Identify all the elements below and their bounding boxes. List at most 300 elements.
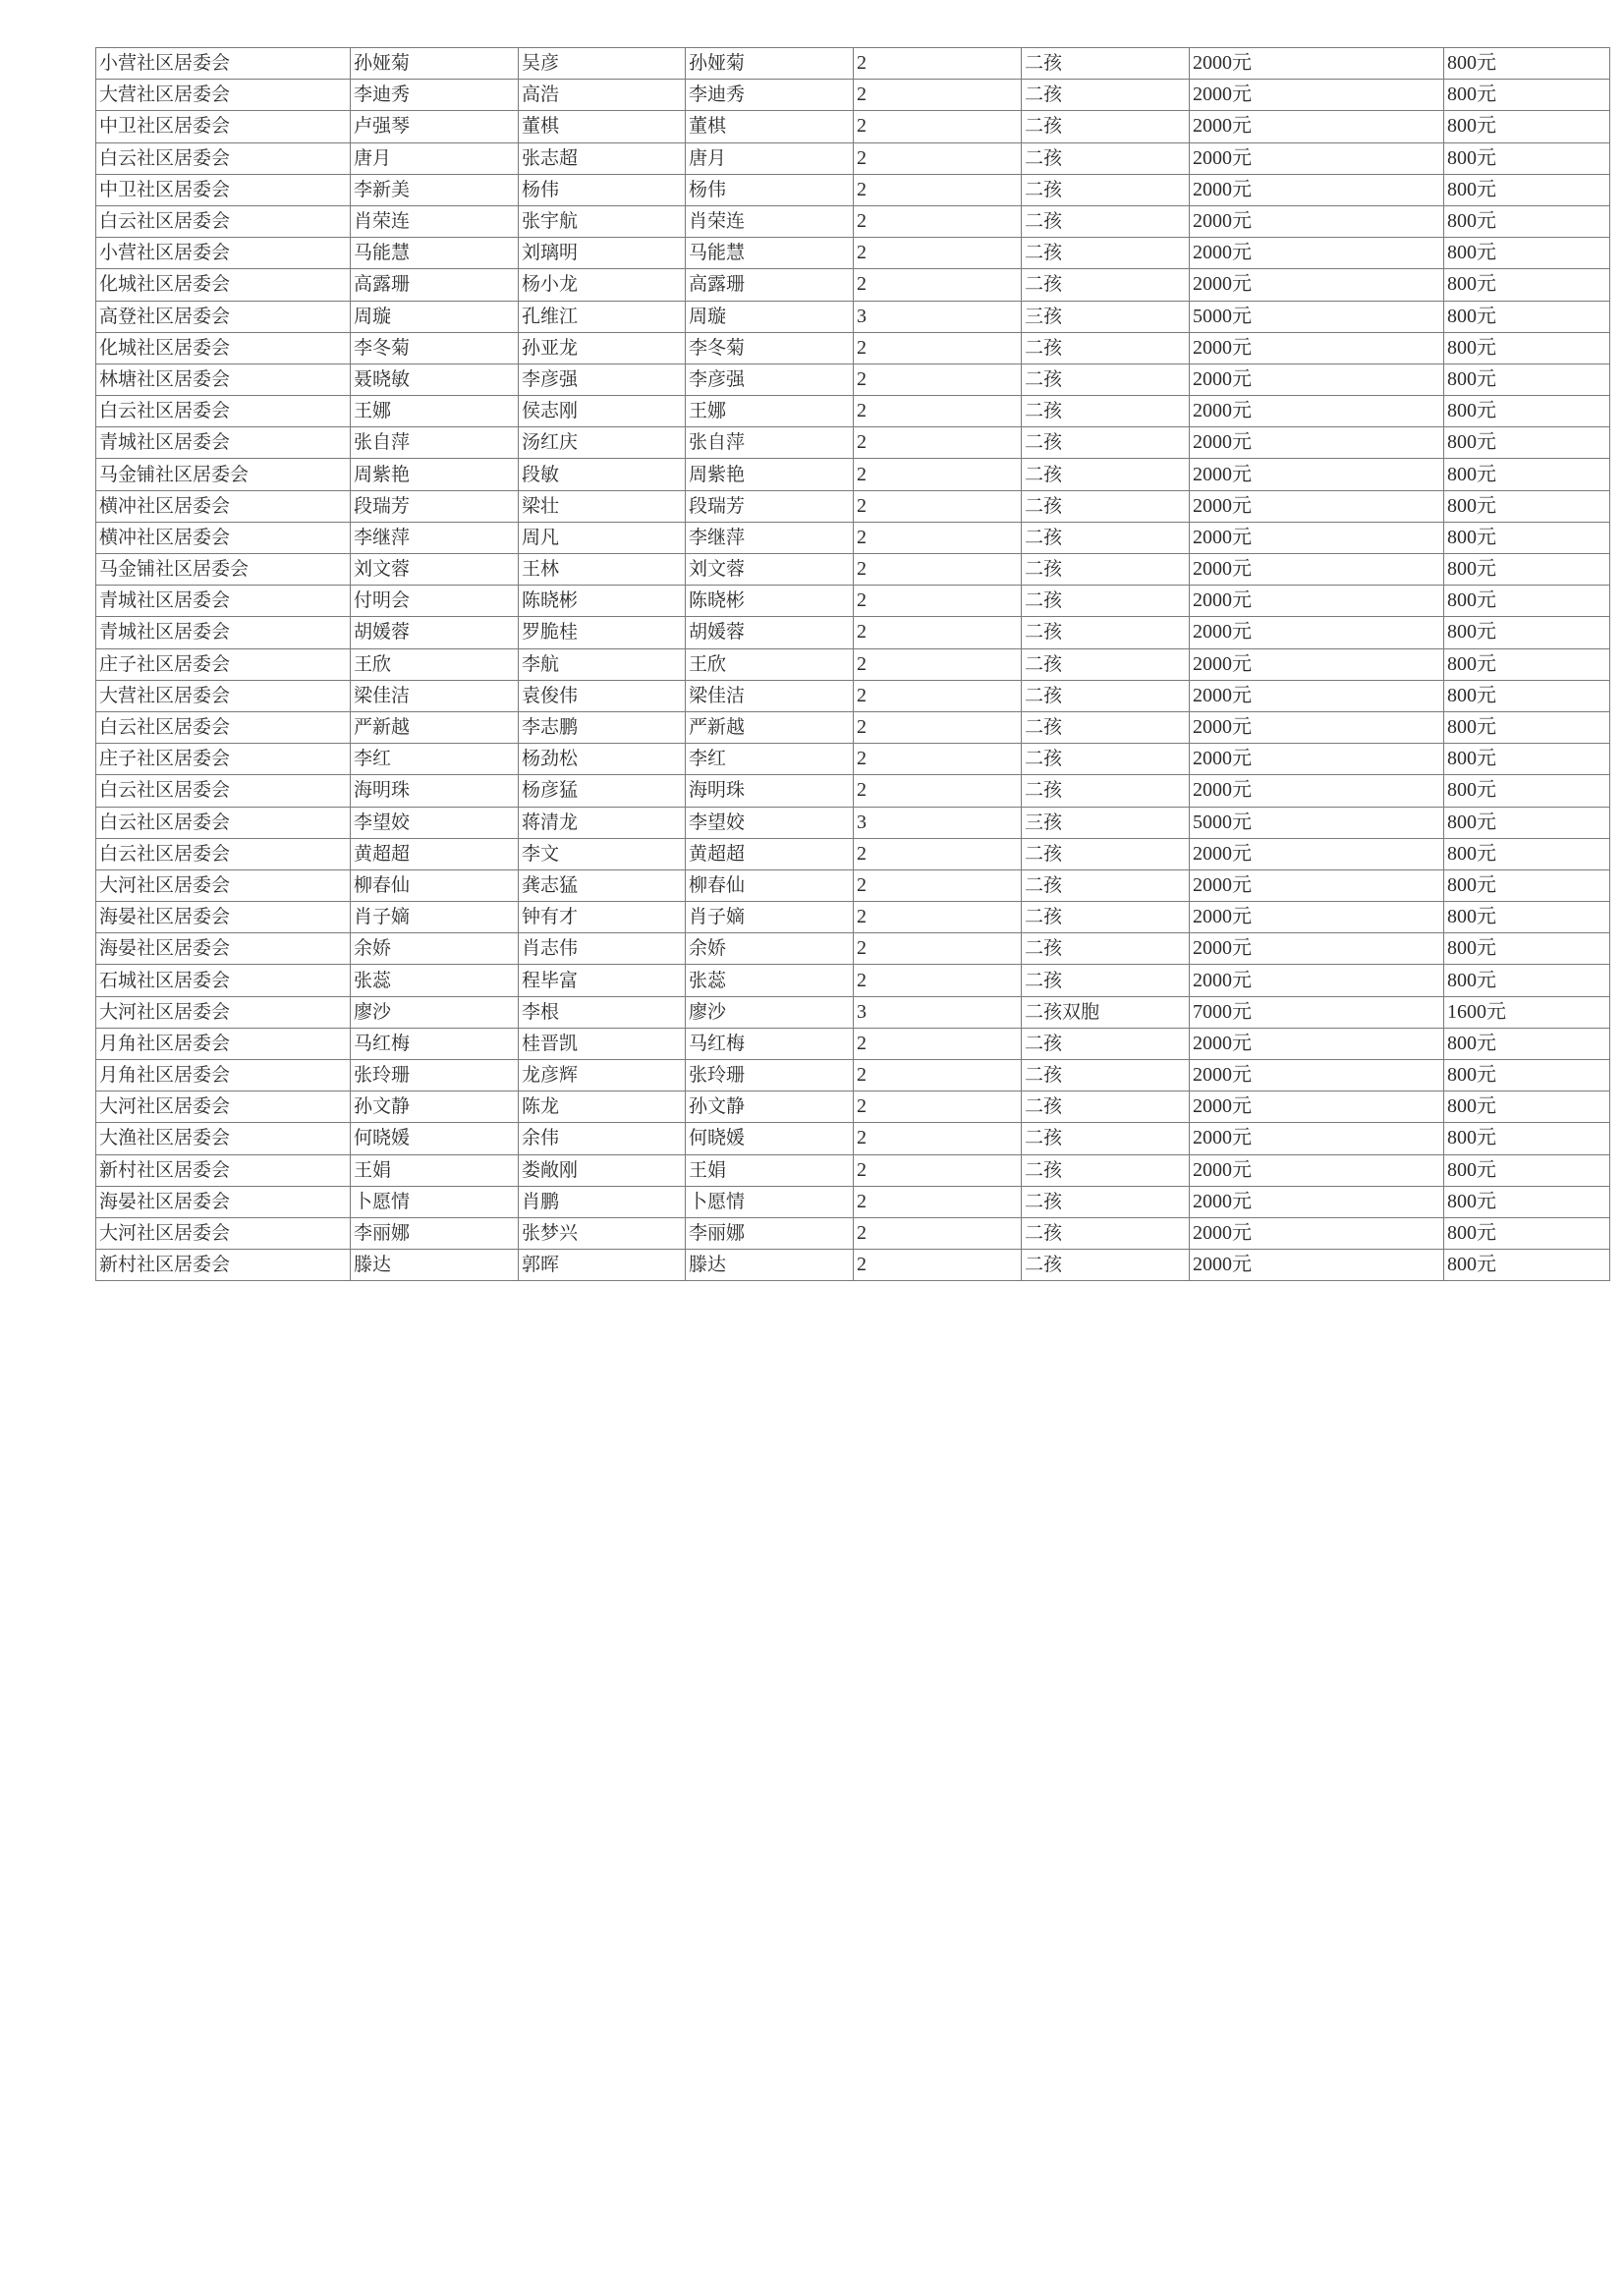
applicant-cell: 段瑞芳 [351, 490, 519, 522]
birth-order-cell: 二孩 [1022, 869, 1190, 901]
holder-cell: 廖沙 [686, 996, 854, 1028]
reward-cell: 2000元 [1190, 1186, 1444, 1217]
table-row [96, 238, 1610, 269]
table-row [96, 174, 1610, 205]
subsidy-cell: 800元 [1444, 902, 1610, 933]
spouse-cell: 李志鹏 [519, 711, 686, 743]
child-count-cell: 2 [854, 648, 1022, 680]
committee-cell: 化城社区居委会 [96, 269, 351, 301]
reward-cell: 2000元 [1190, 1154, 1444, 1186]
reward-cell: 2000元 [1190, 965, 1444, 996]
birth-order-cell: 二孩 [1022, 1186, 1190, 1217]
reward-cell: 2000元 [1190, 490, 1444, 522]
birth-order-cell: 二孩 [1022, 1092, 1190, 1123]
birth-order-cell: 二孩 [1022, 269, 1190, 301]
table-row [96, 142, 1610, 174]
child-count-cell: 2 [854, 490, 1022, 522]
birth-order-cell: 二孩 [1022, 490, 1190, 522]
committee-cell: 大渔社区居委会 [96, 1123, 351, 1154]
child-count-cell: 2 [854, 364, 1022, 395]
applicant-cell: 周紫艳 [351, 459, 519, 490]
child-count-cell: 3 [854, 301, 1022, 332]
subsidy-cell: 800元 [1444, 1250, 1610, 1281]
holder-cell: 李丽娜 [686, 1217, 854, 1249]
applicant-cell: 李继萍 [351, 522, 519, 553]
committee-cell: 月角社区居委会 [96, 1028, 351, 1059]
table-row [96, 996, 1610, 1028]
reward-cell: 2000元 [1190, 1060, 1444, 1092]
table-row [96, 269, 1610, 301]
applicant-cell: 李丽娜 [351, 1217, 519, 1249]
spouse-cell: 杨劲松 [519, 744, 686, 775]
child-count-cell: 2 [854, 48, 1022, 80]
reward-cell: 2000元 [1190, 427, 1444, 459]
committee-cell: 小营社区居委会 [96, 48, 351, 80]
birth-order-cell: 二孩 [1022, 1250, 1190, 1281]
reward-cell: 2000元 [1190, 80, 1444, 111]
table-row [96, 869, 1610, 901]
table-row [96, 744, 1610, 775]
table-row [96, 1028, 1610, 1059]
table-row [96, 1217, 1610, 1249]
subsidy-cell: 800元 [1444, 490, 1610, 522]
reward-cell: 2000元 [1190, 269, 1444, 301]
subsidy-cell: 800元 [1444, 648, 1610, 680]
holder-cell: 王娜 [686, 396, 854, 427]
holder-cell: 段瑞芳 [686, 490, 854, 522]
spouse-cell: 袁俊伟 [519, 680, 686, 711]
spouse-cell: 高浩 [519, 80, 686, 111]
birth-order-cell: 二孩 [1022, 48, 1190, 80]
applicant-cell: 廖沙 [351, 996, 519, 1028]
table-row [96, 48, 1610, 80]
spouse-cell: 肖志伟 [519, 933, 686, 965]
child-count-cell: 2 [854, 80, 1022, 111]
holder-cell: 陈晓彬 [686, 586, 854, 617]
applicant-cell: 张蕊 [351, 965, 519, 996]
committee-cell: 青城社区居委会 [96, 617, 351, 648]
child-count-cell: 2 [854, 744, 1022, 775]
reward-cell: 2000元 [1190, 1217, 1444, 1249]
committee-cell: 青城社区居委会 [96, 586, 351, 617]
holder-cell: 马能慧 [686, 238, 854, 269]
child-count-cell: 2 [854, 1060, 1022, 1092]
holder-cell: 孙文静 [686, 1092, 854, 1123]
spouse-cell: 刘璃明 [519, 238, 686, 269]
reward-cell: 2000元 [1190, 586, 1444, 617]
spouse-cell: 王林 [519, 554, 686, 586]
child-count-cell: 2 [854, 269, 1022, 301]
subsidy-cell: 800元 [1444, 111, 1610, 142]
applicant-cell: 付明会 [351, 586, 519, 617]
birth-order-cell: 二孩 [1022, 965, 1190, 996]
subsidy-cell: 800元 [1444, 269, 1610, 301]
table-row [96, 680, 1610, 711]
spouse-cell: 董棋 [519, 111, 686, 142]
committee-cell: 横冲社区居委会 [96, 522, 351, 553]
holder-cell: 张蕊 [686, 965, 854, 996]
birth-order-cell: 二孩 [1022, 238, 1190, 269]
spouse-cell: 段敏 [519, 459, 686, 490]
holder-cell: 高露珊 [686, 269, 854, 301]
committee-cell: 大河社区居委会 [96, 996, 351, 1028]
holder-cell: 李望姣 [686, 807, 854, 838]
birth-order-cell: 二孩 [1022, 1154, 1190, 1186]
applicant-cell: 梁佳洁 [351, 680, 519, 711]
committee-cell: 白云社区居委会 [96, 711, 351, 743]
table-row [96, 933, 1610, 965]
reward-cell: 2000元 [1190, 396, 1444, 427]
table-row [96, 522, 1610, 553]
table-row [96, 1060, 1610, 1092]
holder-cell: 李彦强 [686, 364, 854, 395]
committee-cell: 石城社区居委会 [96, 965, 351, 996]
reward-cell: 2000元 [1190, 459, 1444, 490]
reward-cell: 2000元 [1190, 332, 1444, 364]
subsidy-cell: 800元 [1444, 301, 1610, 332]
table-row [96, 902, 1610, 933]
child-count-cell: 2 [854, 838, 1022, 869]
birth-order-cell: 二孩 [1022, 1217, 1190, 1249]
spouse-cell: 孔维江 [519, 301, 686, 332]
table-row [96, 617, 1610, 648]
holder-cell: 孙娅菊 [686, 48, 854, 80]
reward-cell: 5000元 [1190, 301, 1444, 332]
subsidy-cell: 800元 [1444, 1028, 1610, 1059]
spouse-cell: 李彦强 [519, 364, 686, 395]
child-count-cell: 2 [854, 174, 1022, 205]
holder-cell: 严新越 [686, 711, 854, 743]
child-count-cell: 3 [854, 996, 1022, 1028]
subsidy-cell: 800元 [1444, 238, 1610, 269]
reward-cell: 2000元 [1190, 142, 1444, 174]
birth-order-cell: 二孩双胞 [1022, 996, 1190, 1028]
reward-cell: 2000元 [1190, 617, 1444, 648]
table-row [96, 490, 1610, 522]
committee-cell: 新村社区居委会 [96, 1154, 351, 1186]
committee-cell: 化城社区居委会 [96, 332, 351, 364]
committee-cell: 白云社区居委会 [96, 807, 351, 838]
subsidy-cell: 800元 [1444, 869, 1610, 901]
reward-cell: 5000元 [1190, 807, 1444, 838]
reward-cell: 2000元 [1190, 174, 1444, 205]
table-row [96, 838, 1610, 869]
child-count-cell: 2 [854, 1092, 1022, 1123]
spouse-cell: 桂晋凯 [519, 1028, 686, 1059]
reward-cell: 2000元 [1190, 522, 1444, 553]
holder-cell: 唐月 [686, 142, 854, 174]
child-count-cell: 2 [854, 775, 1022, 807]
committee-cell: 中卫社区居委会 [96, 111, 351, 142]
child-count-cell: 3 [854, 807, 1022, 838]
child-count-cell: 2 [854, 1154, 1022, 1186]
holder-cell: 张玲珊 [686, 1060, 854, 1092]
reward-cell: 2000元 [1190, 869, 1444, 901]
applicant-cell: 马红梅 [351, 1028, 519, 1059]
holder-cell: 海明珠 [686, 775, 854, 807]
spouse-cell: 周凡 [519, 522, 686, 553]
reward-cell: 2000元 [1190, 680, 1444, 711]
child-count-cell: 2 [854, 1186, 1022, 1217]
table-row [96, 80, 1610, 111]
subsidy-cell: 800元 [1444, 617, 1610, 648]
holder-cell: 周紫艳 [686, 459, 854, 490]
table-row [96, 396, 1610, 427]
table-row [96, 554, 1610, 586]
applicant-cell: 李望姣 [351, 807, 519, 838]
holder-cell: 李红 [686, 744, 854, 775]
child-count-cell: 2 [854, 238, 1022, 269]
birth-order-cell: 二孩 [1022, 617, 1190, 648]
spouse-cell: 郭晖 [519, 1250, 686, 1281]
table-row [96, 1123, 1610, 1154]
applicant-cell: 高露珊 [351, 269, 519, 301]
committee-cell: 大河社区居委会 [96, 869, 351, 901]
holder-cell: 王欣 [686, 648, 854, 680]
spouse-cell: 罗脆桂 [519, 617, 686, 648]
spouse-cell: 肖鹏 [519, 1186, 686, 1217]
holder-cell: 滕达 [686, 1250, 854, 1281]
applicant-cell: 张玲珊 [351, 1060, 519, 1092]
reward-cell: 2000元 [1190, 711, 1444, 743]
holder-cell: 柳春仙 [686, 869, 854, 901]
birth-order-cell: 二孩 [1022, 586, 1190, 617]
applicant-cell: 李冬菊 [351, 332, 519, 364]
reward-cell: 2000元 [1190, 648, 1444, 680]
table-row [96, 807, 1610, 838]
reward-cell: 2000元 [1190, 933, 1444, 965]
birth-order-cell: 二孩 [1022, 111, 1190, 142]
applicant-cell: 何晓媛 [351, 1123, 519, 1154]
applicant-cell: 王娜 [351, 396, 519, 427]
birth-order-cell: 二孩 [1022, 364, 1190, 395]
birth-order-cell: 三孩 [1022, 807, 1190, 838]
subsidy-cell: 800元 [1444, 1186, 1610, 1217]
applicant-cell: 李新美 [351, 174, 519, 205]
applicant-cell: 胡媛蓉 [351, 617, 519, 648]
subsidy-cell: 800元 [1444, 680, 1610, 711]
table-row [96, 1154, 1610, 1186]
applicant-cell: 肖荣连 [351, 205, 519, 237]
subsidy-cell: 800元 [1444, 427, 1610, 459]
holder-cell: 卜愿情 [686, 1186, 854, 1217]
spouse-cell: 陈晓彬 [519, 586, 686, 617]
child-count-cell: 2 [854, 332, 1022, 364]
reward-cell: 2000元 [1190, 838, 1444, 869]
committee-cell: 林塘社区居委会 [96, 364, 351, 395]
applicant-cell: 柳春仙 [351, 869, 519, 901]
child-count-cell: 2 [854, 111, 1022, 142]
spouse-cell: 杨小龙 [519, 269, 686, 301]
birth-order-cell: 二孩 [1022, 744, 1190, 775]
subsidy-cell: 1600元 [1444, 996, 1610, 1028]
birth-order-cell: 二孩 [1022, 711, 1190, 743]
applicant-cell: 张自萍 [351, 427, 519, 459]
holder-cell: 刘文蓉 [686, 554, 854, 586]
subsidy-cell: 800元 [1444, 1217, 1610, 1249]
reward-cell: 2000元 [1190, 554, 1444, 586]
reward-cell: 2000元 [1190, 238, 1444, 269]
spouse-cell: 张志超 [519, 142, 686, 174]
birth-order-cell: 二孩 [1022, 648, 1190, 680]
holder-cell: 黄超超 [686, 838, 854, 869]
spouse-cell: 娄敞刚 [519, 1154, 686, 1186]
committee-cell: 马金铺社区居委会 [96, 554, 351, 586]
holder-cell: 马红梅 [686, 1028, 854, 1059]
subsidy-cell: 800元 [1444, 933, 1610, 965]
subsidy-cell: 800元 [1444, 364, 1610, 395]
child-count-cell: 2 [854, 965, 1022, 996]
subsidy-cell: 800元 [1444, 332, 1610, 364]
subsidy-cell: 800元 [1444, 80, 1610, 111]
spouse-cell: 李航 [519, 648, 686, 680]
committee-cell: 大营社区居委会 [96, 680, 351, 711]
reward-cell: 2000元 [1190, 1028, 1444, 1059]
committee-cell: 大河社区居委会 [96, 1092, 351, 1123]
subsidy-cell: 800元 [1444, 205, 1610, 237]
child-count-cell: 2 [854, 427, 1022, 459]
child-count-cell: 2 [854, 933, 1022, 965]
child-count-cell: 2 [854, 1123, 1022, 1154]
reward-cell: 7000元 [1190, 996, 1444, 1028]
subsidy-cell: 800元 [1444, 522, 1610, 553]
table-row [96, 965, 1610, 996]
reward-cell: 2000元 [1190, 744, 1444, 775]
child-count-cell: 2 [854, 711, 1022, 743]
spouse-cell: 张梦兴 [519, 1217, 686, 1249]
holder-cell: 胡媛蓉 [686, 617, 854, 648]
subsidy-cell: 800元 [1444, 586, 1610, 617]
spouse-cell: 龚志猛 [519, 869, 686, 901]
table-row [96, 586, 1610, 617]
committee-cell: 白云社区居委会 [96, 838, 351, 869]
spouse-cell: 吴彦 [519, 48, 686, 80]
subsidy-cell: 800元 [1444, 965, 1610, 996]
table-row [96, 301, 1610, 332]
birth-order-cell: 二孩 [1022, 396, 1190, 427]
committee-cell: 马金铺社区居委会 [96, 459, 351, 490]
spouse-cell: 梁壮 [519, 490, 686, 522]
table-row [96, 111, 1610, 142]
applicant-cell: 海明珠 [351, 775, 519, 807]
subsidy-cell: 800元 [1444, 1123, 1610, 1154]
applicant-cell: 周璇 [351, 301, 519, 332]
committee-cell: 新村社区居委会 [96, 1250, 351, 1281]
subsidy-cell: 800元 [1444, 744, 1610, 775]
committee-cell: 白云社区居委会 [96, 775, 351, 807]
reward-cell: 2000元 [1190, 205, 1444, 237]
committee-cell: 海晏社区居委会 [96, 933, 351, 965]
subsidy-cell: 800元 [1444, 459, 1610, 490]
subsidy-cell: 800元 [1444, 142, 1610, 174]
subsidy-cell: 800元 [1444, 838, 1610, 869]
birth-order-cell: 二孩 [1022, 554, 1190, 586]
holder-cell: 王娟 [686, 1154, 854, 1186]
spouse-cell: 孙亚龙 [519, 332, 686, 364]
subsidy-cell: 800元 [1444, 396, 1610, 427]
applicant-cell: 严新越 [351, 711, 519, 743]
child-count-cell: 2 [854, 902, 1022, 933]
child-count-cell: 2 [854, 680, 1022, 711]
committee-cell: 庄子社区居委会 [96, 744, 351, 775]
reward-cell: 2000元 [1190, 775, 1444, 807]
reward-cell: 2000元 [1190, 902, 1444, 933]
child-count-cell: 2 [854, 869, 1022, 901]
spouse-cell: 汤红庆 [519, 427, 686, 459]
subsidy-cell: 800元 [1444, 711, 1610, 743]
birth-order-cell: 二孩 [1022, 174, 1190, 205]
spouse-cell: 陈龙 [519, 1092, 686, 1123]
subsidy-cell: 800元 [1444, 775, 1610, 807]
table-row [96, 648, 1610, 680]
holder-cell: 董棋 [686, 111, 854, 142]
table-row [96, 711, 1610, 743]
table-row [96, 775, 1610, 807]
birth-order-cell: 二孩 [1022, 522, 1190, 553]
committee-cell: 白云社区居委会 [96, 205, 351, 237]
holder-cell: 李冬菊 [686, 332, 854, 364]
applicant-cell: 孙文静 [351, 1092, 519, 1123]
subsidy-cell: 800元 [1444, 807, 1610, 838]
table-body [96, 48, 1610, 1281]
birth-order-cell: 三孩 [1022, 301, 1190, 332]
spouse-cell: 钟有才 [519, 902, 686, 933]
committee-cell: 大河社区居委会 [96, 1217, 351, 1249]
birth-order-cell: 二孩 [1022, 933, 1190, 965]
reward-cell: 2000元 [1190, 364, 1444, 395]
child-count-cell: 2 [854, 459, 1022, 490]
spouse-cell: 李文 [519, 838, 686, 869]
child-count-cell: 2 [854, 1250, 1022, 1281]
applicant-cell: 黄超超 [351, 838, 519, 869]
child-count-cell: 2 [854, 396, 1022, 427]
subsidy-cell: 800元 [1444, 554, 1610, 586]
holder-cell: 张自萍 [686, 427, 854, 459]
spouse-cell: 蒋清龙 [519, 807, 686, 838]
holder-cell: 肖荣连 [686, 205, 854, 237]
table-row [96, 364, 1610, 395]
spouse-cell: 程毕富 [519, 965, 686, 996]
table-row [96, 205, 1610, 237]
applicant-cell: 唐月 [351, 142, 519, 174]
birth-order-cell: 二孩 [1022, 427, 1190, 459]
table-row [96, 1092, 1610, 1123]
committee-cell: 庄子社区居委会 [96, 648, 351, 680]
table-row [96, 427, 1610, 459]
birth-order-cell: 二孩 [1022, 205, 1190, 237]
child-count-cell: 2 [854, 142, 1022, 174]
committee-cell: 青城社区居委会 [96, 427, 351, 459]
committee-cell: 月角社区居委会 [96, 1060, 351, 1092]
applicant-cell: 肖子嫡 [351, 902, 519, 933]
subsidy-cell: 800元 [1444, 48, 1610, 80]
applicant-cell: 聂晓敏 [351, 364, 519, 395]
child-count-cell: 2 [854, 554, 1022, 586]
child-count-cell: 2 [854, 522, 1022, 553]
birth-order-cell: 二孩 [1022, 1028, 1190, 1059]
birth-order-cell: 二孩 [1022, 1123, 1190, 1154]
child-count-cell: 2 [854, 1028, 1022, 1059]
spouse-cell: 李根 [519, 996, 686, 1028]
spouse-cell: 侯志刚 [519, 396, 686, 427]
holder-cell: 梁佳洁 [686, 680, 854, 711]
holder-cell: 何晓媛 [686, 1123, 854, 1154]
applicant-cell: 刘文蓉 [351, 554, 519, 586]
child-count-cell: 2 [854, 586, 1022, 617]
applicant-cell: 王娟 [351, 1154, 519, 1186]
holder-cell: 肖子嫡 [686, 902, 854, 933]
committee-cell: 大营社区居委会 [96, 80, 351, 111]
